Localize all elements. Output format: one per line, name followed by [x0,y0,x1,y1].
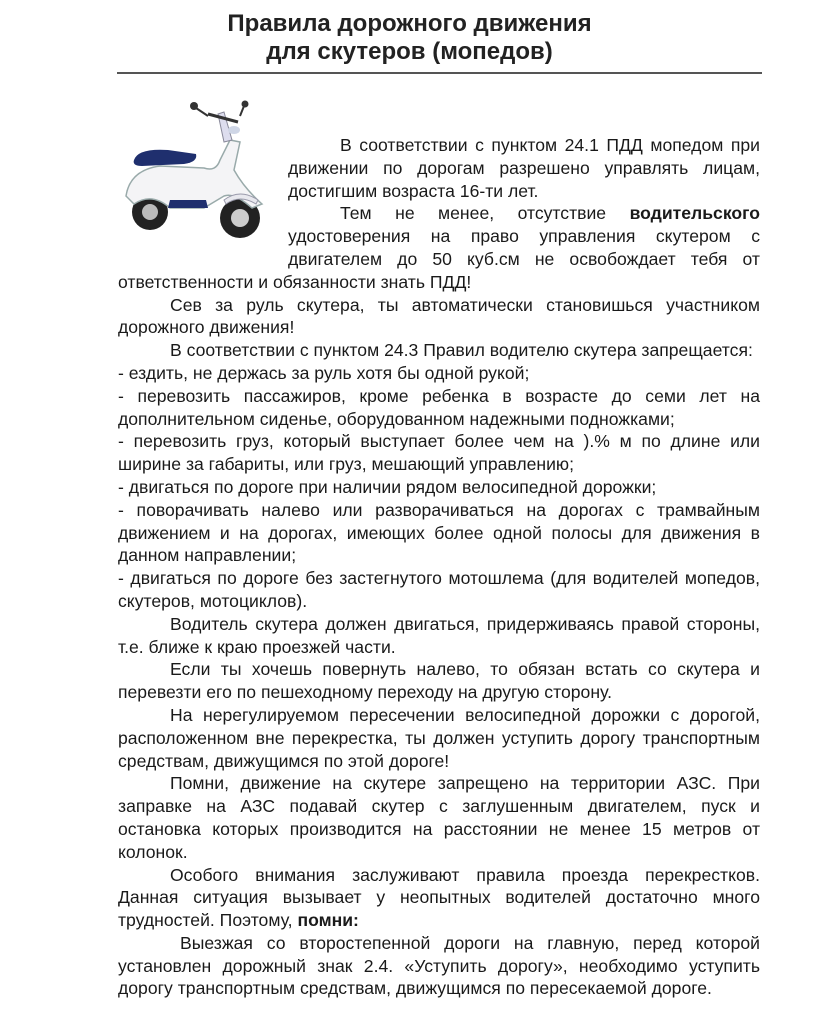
prohibition-item: - перевозить пассажиров, кроме ребенка в возрасте до семи лет на дополнительном сиденье, оборудованном надежными подножками; [118,385,760,429]
bold-remember: помни: [297,910,359,931]
bold-word: водительского [629,203,760,224]
page-title [0,10,819,66]
article-body [118,134,760,1000]
prohibition-item: - ездить, не держась за руль хотя бы одной рукой; [118,362,530,383]
paragraph-intersections: Особого внимания заслуживают правила проезда перекрестков. Данная ситуация вызывает у неопытных водителей достаточно много трудностей. Поэтому, помни: [118,864,760,931]
paragraph-keep-right: Водитель скутера должен двигаться, придерживаясь правой стороны, т.е. ближе к краю проезжей части. [118,613,760,657]
paragraph-bike-crossing: На нерегулируемом пересечении велосипедной дорожки с дорогой, расположенном вне перекрестка, ты должен уступить дорогу транспортным средствам, движущимся по этой дороге! [118,704,760,771]
paragraph-turn-left: Если ты хочешь повернуть налево, то обязан встать со скутера и перевезти его по пешеходному переходу на другую сторону. [118,659,760,703]
intro-paragraph-1: В соответствии с пунктом 24.1 ПДД мопедом при движении по дорогам разрешено управлять лицам, достигшим возраста 16-ти лет. [288,135,760,201]
prohibition-item: - двигаться по дороге при наличии рядом велосипедной дорожки; [118,476,657,497]
title-divider [117,72,762,74]
intro-paragraph-2: Тем не менее, отсутствие водительского удостоверения на право управления скутером с двигателем до 50 куб.см не освобождает тебя от ответственности и обязанности знать ПДД! [118,203,760,292]
paragraph-gas-station: Помни, движение на скутере запрещено на территории АЗС. При заправке на АЗС подавай скутер с заглушенным двигателем, пуск и остановка которых производится на расстоянии не менее 15 метров от колонок. [118,773,760,862]
paragraph-participant: Сев за руль скутера, ты автоматически становишься участником дорожного движения! [118,294,760,338]
title-line-1: Правила дорожного движения [227,10,592,37]
paragraph-yield-rule: Выезжая со второстепенной дороги на главную, перед которой установлен дорожный знак 2.4. «Уступить дорогу», необходимо уступить дорогу транспортным средствам, движущимся по пересекаемой дороге. [118,932,760,999]
prohibition-item: - двигаться по дороге без застегнутого мотошлема (для водителей мопедов, скутеров, мотоциклов). [118,568,760,611]
title-line-2: для скутеров (мопедов) [266,38,553,65]
prohibition-item: - перевозить груз, который выступает более чем на ).% м по длине или ширине за габариты, или груз, мешающий управлению; [118,431,760,475]
paragraph-prohibited-intro: В соответствии с пунктом 24.3 Правил водителю скутера запрещается: [170,340,753,361]
prohibition-item: - поворачивать налево или разворачиваться на дорогах с трамвайным движением и на дорогах, имеющих более одной полосы для движения в данном направлении; [118,499,760,566]
